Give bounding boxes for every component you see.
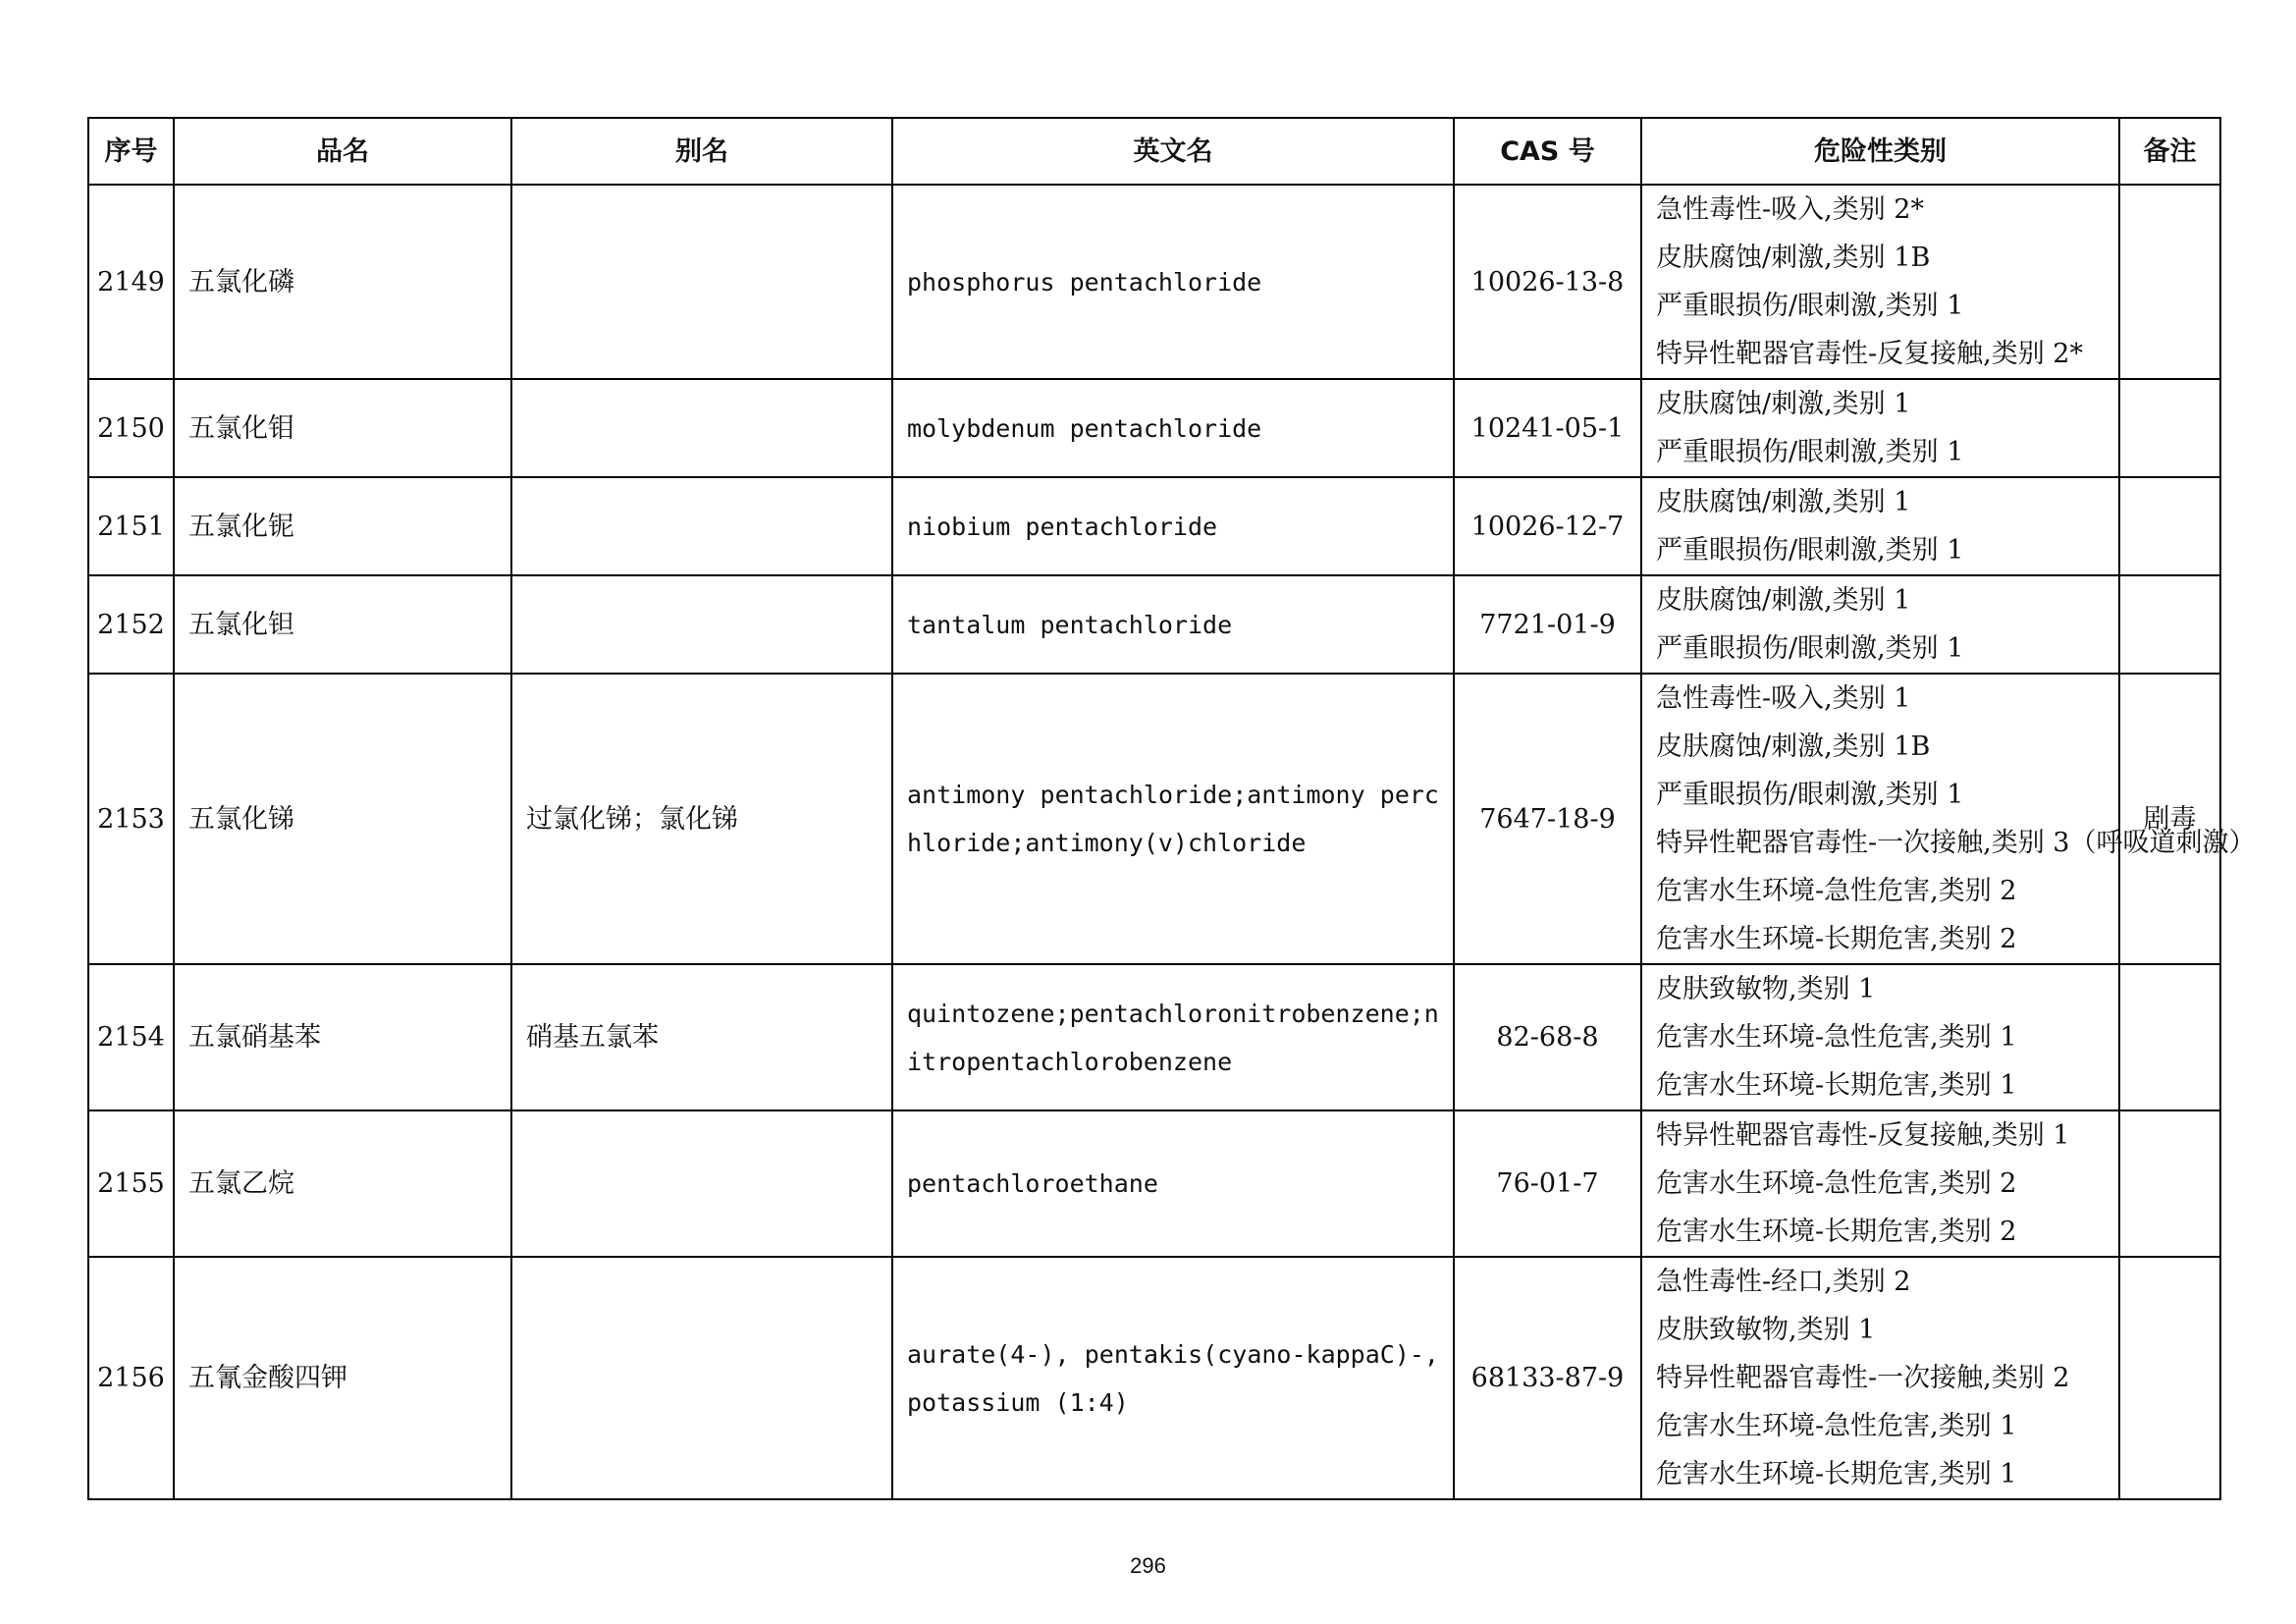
cell-name: 五氯硝基苯 xyxy=(174,964,511,1110)
cell-no: 2155 xyxy=(88,1110,174,1257)
hazard-line: 严重眼损伤/眼刺激,类别 1 xyxy=(1656,535,1964,566)
table-row xyxy=(88,575,2220,674)
header-cas: CAS 号 xyxy=(1454,118,1641,185)
hazard-line: 危害水生环境-长期危害,类别 2 xyxy=(1656,1217,2017,1247)
cell-alias xyxy=(511,379,892,477)
hazard-line: 急性毒性-吸入,类别 1 xyxy=(1656,683,1911,714)
cell-note xyxy=(2119,1257,2220,1499)
cell-hazards xyxy=(1641,575,2119,674)
header-name: 品名 xyxy=(174,118,511,185)
table-row xyxy=(88,379,2220,477)
cell-note xyxy=(2119,379,2220,477)
cell-note xyxy=(2119,477,2220,575)
hazard-line: 危害水生环境-急性危害,类别 2 xyxy=(1656,876,2017,906)
hazard-line: 危害水生环境-急性危害,类别 1 xyxy=(1656,1022,2017,1053)
hazard-line: 危害水生环境-急性危害,类别 2 xyxy=(1656,1168,2017,1199)
cell-name: 五氯化钽 xyxy=(174,575,511,674)
cell-no: 2156 xyxy=(88,1257,174,1499)
hazard-line: 特异性靶器官毒性-一次接触,类别 2 xyxy=(1656,1363,2070,1393)
cell-english: tantalum pentachloride xyxy=(892,575,1454,674)
cell-english: antimony pentachloride;antimony perchloride;antimony(v)chloride xyxy=(892,674,1454,964)
cell-name: 五氯化钼 xyxy=(174,379,511,477)
cell-alias xyxy=(511,575,892,674)
cell-alias xyxy=(511,477,892,575)
cell-alias xyxy=(511,1110,892,1257)
hazard-line: 危害水生环境-长期危害,类别 1 xyxy=(1656,1459,2017,1489)
cell-alias xyxy=(511,1257,892,1499)
table-row xyxy=(88,185,2220,379)
cell-note xyxy=(2119,575,2220,674)
hazard-line: 特异性靶器官毒性-一次接触,类别 3（呼吸道刺激） xyxy=(1656,828,2256,858)
hazard-line: 特异性靶器官毒性-反复接触,类别 1 xyxy=(1656,1120,2070,1151)
header-alias: 别名 xyxy=(511,118,892,185)
cell-cas: 76-01-7 xyxy=(1454,1110,1641,1257)
cell-note xyxy=(2119,185,2220,379)
hazard-line: 皮肤致敏物,类别 1 xyxy=(1656,1315,1876,1345)
header-hazard: 危险性类别 xyxy=(1641,118,2119,185)
cell-hazards xyxy=(1641,379,2119,477)
header-no: 序号 xyxy=(88,118,174,185)
cell-cas: 82-68-8 xyxy=(1454,964,1641,1110)
cell-cas: 68133-87-9 xyxy=(1454,1257,1641,1499)
hazard-line: 严重眼损伤/眼刺激,类别 1 xyxy=(1656,291,1964,321)
hazard-line: 皮肤腐蚀/刺激,类别 1B xyxy=(1656,243,1931,273)
chemical-table xyxy=(87,117,2256,1500)
table-row xyxy=(88,674,2220,964)
cell-hazards xyxy=(1641,185,2119,379)
cell-note: 剧毒 xyxy=(2119,674,2220,964)
cell-cas: 7647-18-9 xyxy=(1454,674,1641,964)
cell-cas: 10241-05-1 xyxy=(1454,379,1641,477)
cell-hazards xyxy=(1641,964,2119,1110)
cell-english: quintozene;pentachloronitrobenzene;nitropentachlorobenzene xyxy=(892,964,1454,1110)
hazard-line: 皮肤腐蚀/刺激,类别 1 xyxy=(1656,585,1911,616)
cell-hazards xyxy=(1641,1257,2119,1499)
header-row xyxy=(88,118,2220,185)
hazard-line: 危害水生环境-长期危害,类别 2 xyxy=(1656,924,2017,954)
cell-no: 2152 xyxy=(88,575,174,674)
cell-alias xyxy=(511,185,892,379)
cell-alias: 硝基五氯苯 xyxy=(511,964,892,1110)
cell-no: 2150 xyxy=(88,379,174,477)
cell-hazards xyxy=(1641,477,2119,575)
table-header xyxy=(88,118,2220,185)
cell-name: 五氯化铌 xyxy=(174,477,511,575)
hazard-line: 急性毒性-经口,类别 2 xyxy=(1656,1267,1911,1297)
hazard-line: 急性毒性-吸入,类别 2* xyxy=(1656,194,1924,225)
hazard-line: 皮肤腐蚀/刺激,类别 1 xyxy=(1656,389,1911,419)
page-number: 296 xyxy=(1130,1553,1166,1578)
cell-no: 2151 xyxy=(88,477,174,575)
hazard-line: 严重眼损伤/眼刺激,类别 1 xyxy=(1656,437,1964,467)
header-english: 英文名 xyxy=(892,118,1454,185)
cell-no: 2153 xyxy=(88,674,174,964)
hazard-line: 皮肤腐蚀/刺激,类别 1 xyxy=(1656,487,1911,517)
table-row xyxy=(88,477,2220,575)
cell-name: 五氰金酸四钾 xyxy=(174,1257,511,1499)
hazard-line: 严重眼损伤/眼刺激,类别 1 xyxy=(1656,633,1964,664)
hazard-line: 皮肤致敏物,类别 1 xyxy=(1656,974,1876,1004)
cell-note xyxy=(2119,1110,2220,1257)
table-row xyxy=(88,964,2220,1110)
cell-cas: 10026-13-8 xyxy=(1454,185,1641,379)
cell-english: pentachloroethane xyxy=(892,1110,1454,1257)
cell-english: aurate(4-), pentakis(cyano-kappaC)-, potassium (1:4) xyxy=(892,1257,1454,1499)
hazard-line: 危害水生环境-急性危害,类别 1 xyxy=(1656,1411,2017,1441)
cell-cas: 10026-12-7 xyxy=(1454,477,1641,575)
hazard-line: 危害水生环境-长期危害,类别 1 xyxy=(1656,1070,2017,1101)
hazard-line: 严重眼损伤/眼刺激,类别 1 xyxy=(1656,780,1964,810)
cell-english: phosphorus pentachloride xyxy=(892,185,1454,379)
hazard-line: 皮肤腐蚀/刺激,类别 1B xyxy=(1656,731,1931,762)
cell-name: 五氯化锑 xyxy=(174,674,511,964)
hazard-line: 特异性靶器官毒性-反复接触,类别 2* xyxy=(1656,339,2083,369)
table-row xyxy=(88,1110,2220,1257)
table-row xyxy=(88,1257,2220,1499)
cell-english: molybdenum pentachloride xyxy=(892,379,1454,477)
cell-alias: 过氯化锑；氯化锑 xyxy=(511,674,892,964)
cell-cas: 7721-01-9 xyxy=(1454,575,1641,674)
cell-name: 五氯化磷 xyxy=(174,185,511,379)
cell-name: 五氯乙烷 xyxy=(174,1110,511,1257)
cell-note xyxy=(2119,964,2220,1110)
cell-no: 2154 xyxy=(88,964,174,1110)
cell-hazards xyxy=(1641,1110,2119,1257)
cell-english: niobium pentachloride xyxy=(892,477,1454,575)
cell-no: 2149 xyxy=(88,185,174,379)
header-note: 备注 xyxy=(2119,118,2220,185)
table-body xyxy=(88,185,2256,1499)
